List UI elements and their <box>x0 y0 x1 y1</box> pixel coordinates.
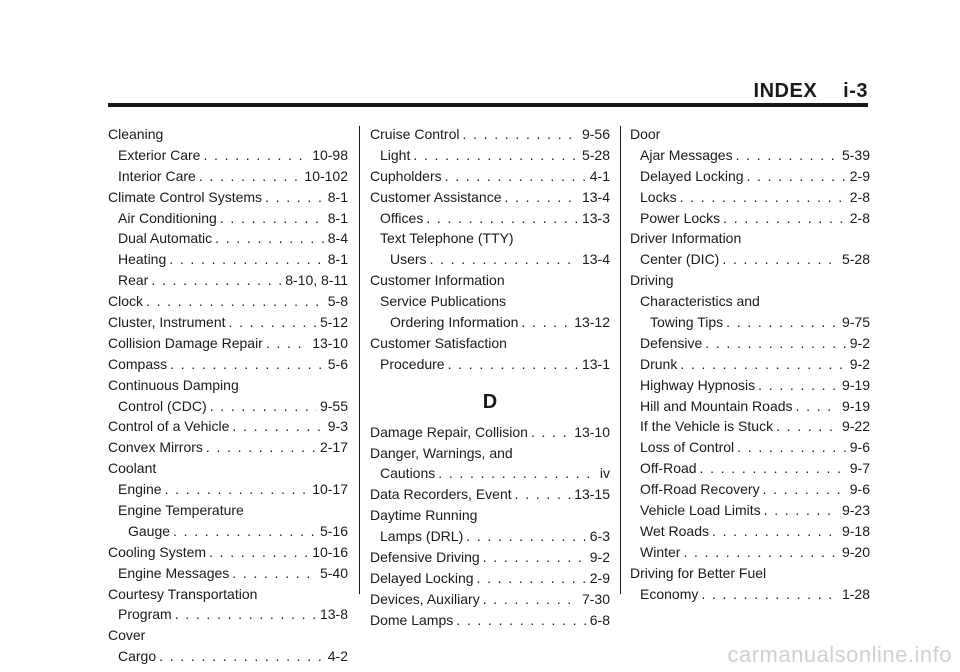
index-entry <box>370 293 610 314</box>
page-reference: 4-1 <box>589 167 610 184</box>
page-reference: 9-6 <box>849 439 870 456</box>
index-term: Text Telephone (TTY) <box>380 230 514 247</box>
index-entry <box>108 147 348 168</box>
index-term: Economy <box>640 585 699 602</box>
index-term: Procedure <box>380 355 445 372</box>
index-term: Coolant <box>108 460 157 477</box>
dot-leader <box>477 570 587 586</box>
index-term: Convex Mirrors <box>108 439 203 456</box>
index-term: Rear <box>118 272 149 289</box>
index-entry <box>370 591 610 612</box>
page-number: i-3 <box>843 80 868 102</box>
index-term: Customer Satisfaction <box>370 334 507 351</box>
dot-leader <box>426 210 579 226</box>
index-entry <box>370 230 610 251</box>
page-reference: 5-16 <box>319 522 348 539</box>
index-entry <box>108 586 348 607</box>
index-term: Engine <box>118 481 162 498</box>
dot-leader <box>430 251 579 267</box>
index-term: Defensive Driving <box>370 549 480 566</box>
dot-leader <box>515 486 572 502</box>
page-reference: 10-98 <box>312 146 348 163</box>
index-entry <box>630 398 870 419</box>
page-reference: 9-55 <box>319 397 348 414</box>
index-term: Ajar Messages <box>640 146 733 163</box>
index-entry <box>630 126 870 147</box>
page-reference: 13-12 <box>574 314 610 331</box>
page-reference: 6-3 <box>589 528 610 545</box>
page-reference: 9-2 <box>849 355 870 372</box>
index-entry <box>108 356 348 377</box>
index-term: Driving for Better Fuel <box>630 564 767 581</box>
index-term: Data Recorders, Event <box>370 486 512 503</box>
page-reference: 2-9 <box>849 167 870 184</box>
dot-leader <box>173 523 317 539</box>
page-reference: 13-1 <box>581 355 610 372</box>
page-reference: 13-4 <box>581 251 610 268</box>
index-term: Cargo <box>118 648 157 665</box>
index-term: Driving <box>630 272 674 289</box>
index-entry <box>370 445 610 466</box>
index-term: If the Vehicle is Stuck <box>640 418 774 435</box>
index-entry <box>108 523 348 544</box>
index-term: Clock <box>108 293 144 310</box>
index-term: Characteristics and <box>640 293 760 310</box>
dot-leader <box>232 418 324 434</box>
page-reference: 2-17 <box>319 439 348 456</box>
index-entry <box>108 126 348 147</box>
index-term: Program <box>118 606 172 623</box>
index-term: Power Locks <box>640 209 721 226</box>
index-term: Offices <box>380 209 424 226</box>
dot-leader <box>723 210 847 226</box>
index-entry <box>630 544 870 565</box>
dot-leader <box>445 168 587 184</box>
page-reference: 5-28 <box>841 251 870 268</box>
dot-leader <box>220 210 325 226</box>
dot-leader <box>483 591 579 607</box>
index-entry <box>108 168 348 189</box>
index-entry <box>630 189 870 210</box>
page-reference: 9-2 <box>849 334 870 351</box>
page-reference: 5-28 <box>581 146 610 163</box>
dot-leader <box>701 586 839 602</box>
index-entry <box>108 210 348 231</box>
index-entry <box>370 528 610 549</box>
page-reference: 9-22 <box>841 418 870 435</box>
column-divider <box>620 126 621 594</box>
column-divider <box>359 126 360 594</box>
index-term: Air Conditioning <box>118 209 217 226</box>
index-term: Engine Messages <box>118 564 230 581</box>
index-term: Compass <box>108 355 168 372</box>
page-reference: 2-9 <box>589 569 610 586</box>
index-entry <box>370 168 610 189</box>
page-reference: 9-7 <box>849 460 870 477</box>
page-reference: 5-6 <box>327 355 348 372</box>
dot-leader <box>169 251 325 267</box>
index-term: Exterior Care <box>118 146 201 163</box>
index-term: Control of a Vehicle <box>108 418 230 435</box>
page-reference: 5-12 <box>319 314 348 331</box>
dot-leader <box>683 544 839 560</box>
dot-leader <box>758 377 839 393</box>
index-term: Cluster, Instrument <box>108 314 226 331</box>
index-term: Drunk <box>640 355 678 372</box>
dot-leader <box>680 189 847 205</box>
dot-leader <box>448 356 579 372</box>
index-entry <box>370 272 610 293</box>
index-entry <box>630 210 870 231</box>
dot-leader <box>726 314 839 330</box>
index-entry <box>630 460 870 481</box>
index-term: Door <box>630 126 661 142</box>
page-reference: 9-20 <box>841 543 870 560</box>
page-reference: 8-1 <box>327 251 348 268</box>
index-term: Wet Roads <box>640 522 709 539</box>
page-reference: 1-28 <box>841 585 870 602</box>
index-entry <box>630 168 870 189</box>
index-entry <box>370 189 610 210</box>
index-entry <box>630 230 870 251</box>
index-entry <box>630 502 870 523</box>
index-term: Devices, Auxiliary <box>370 590 480 607</box>
page-reference: 9-18 <box>841 522 870 539</box>
index-term: Cruise Control <box>370 126 460 142</box>
index-entry <box>630 293 870 314</box>
page-reference: 5-40 <box>319 564 348 581</box>
index-term: Dual Automatic <box>118 230 213 247</box>
dot-leader <box>146 293 325 309</box>
index-entry <box>108 565 348 586</box>
page-reference: 4-2 <box>327 648 348 665</box>
page-reference: 10-102 <box>304 167 348 184</box>
index-entry <box>108 460 348 481</box>
page-reference: 13-8 <box>319 606 348 623</box>
index-entry <box>108 648 348 669</box>
index-term: Cooling System <box>108 543 207 560</box>
index-term: Winter <box>640 543 681 560</box>
page-reference: 13-3 <box>581 209 610 226</box>
index-entry <box>108 502 348 523</box>
index-entry <box>108 189 348 210</box>
index-entry <box>108 335 348 356</box>
index-entry <box>370 210 610 231</box>
dot-leader <box>796 398 839 414</box>
dot-leader <box>215 230 325 246</box>
dot-leader <box>521 314 571 330</box>
index-entry <box>630 418 870 439</box>
dot-leader <box>210 398 317 414</box>
index-entry <box>108 481 348 502</box>
dot-leader <box>764 502 839 518</box>
index-term: Engine Temperature <box>118 502 244 519</box>
index-term: Damage Repair, Collision <box>370 423 528 440</box>
index-term: Light <box>380 146 411 163</box>
dot-leader <box>151 272 282 288</box>
index-term: Towing Tips <box>650 314 724 331</box>
index-term: Collision Damage Repair <box>108 334 263 351</box>
page-reference: 13-15 <box>574 486 610 503</box>
page-header <box>754 80 868 103</box>
index-entry <box>370 465 610 486</box>
page-reference: iv <box>599 465 610 482</box>
index-entry <box>108 251 348 272</box>
page-reference: 2-8 <box>849 188 870 205</box>
index-term: Loss of Control <box>640 439 735 456</box>
index-entry <box>630 356 870 377</box>
index-term: Cleaning <box>108 126 164 142</box>
page-reference: 13-4 <box>581 188 610 205</box>
index-column-3 <box>630 126 870 606</box>
index-entry <box>630 335 870 356</box>
page-reference: 6-8 <box>589 611 610 628</box>
dot-leader <box>209 544 309 560</box>
index-term: Customer Assistance <box>370 188 502 205</box>
dot-leader <box>203 147 309 163</box>
index-term: Courtesy Transportation <box>108 585 258 602</box>
dot-leader <box>531 424 571 440</box>
index-entry <box>108 314 348 335</box>
index-entry <box>108 377 348 398</box>
index-term: Daytime Running <box>370 507 478 524</box>
page-reference: 8-4 <box>327 230 348 247</box>
index-term: Off-Road Recovery <box>640 481 760 498</box>
dot-leader <box>466 528 587 544</box>
page-reference: 9-6 <box>849 481 870 498</box>
index-entry <box>630 314 870 335</box>
index-term: Locks <box>640 188 677 205</box>
watermark: carmanualsonline.info <box>727 642 952 667</box>
index-entry <box>108 439 348 460</box>
header-rule <box>108 103 868 107</box>
index-entry <box>630 147 870 168</box>
index-entry <box>108 627 348 648</box>
index-term: Continuous Damping <box>108 376 239 393</box>
page-reference: 9-2 <box>589 549 610 566</box>
index-entry <box>630 565 870 586</box>
index-term: Delayed Locking <box>370 569 474 586</box>
index-term: Cautions <box>380 465 436 482</box>
index-entry <box>370 251 610 272</box>
dot-leader <box>175 606 317 622</box>
index-term: Off-Road <box>640 460 697 477</box>
index-term: Service Publications <box>380 293 507 310</box>
index-section-letter: D <box>482 390 498 413</box>
page-reference: 13-10 <box>574 423 610 440</box>
index-entry <box>108 272 348 293</box>
dot-leader <box>736 147 839 163</box>
dot-leader <box>232 565 317 581</box>
index-entry <box>370 549 610 570</box>
page-reference: 9-75 <box>841 314 870 331</box>
index-entry <box>630 251 870 272</box>
index-entry <box>370 486 610 507</box>
index-term: Highway Hypnosis <box>640 376 756 393</box>
dot-leader <box>165 481 310 497</box>
index-term: Customer Information <box>370 272 505 289</box>
index-entry <box>108 418 348 439</box>
index-column-1 <box>108 126 348 669</box>
dot-leader <box>159 648 325 664</box>
dot-leader <box>438 465 597 481</box>
index-term: Driver Information <box>630 230 742 247</box>
page-reference: 10-16 <box>312 543 348 560</box>
index-entry <box>108 398 348 419</box>
page-reference: 8-10, 8-11 <box>285 272 348 289</box>
dot-leader <box>722 251 839 267</box>
index-entry <box>108 230 348 251</box>
index-term: Hill and Mountain Roads <box>640 397 793 414</box>
index-entry <box>630 272 870 293</box>
page-reference: 9-19 <box>841 376 870 393</box>
header-title: INDEX <box>753 80 818 102</box>
dot-leader <box>206 439 317 455</box>
dot-leader <box>462 126 578 142</box>
index-entry <box>370 126 610 147</box>
index-entry <box>370 612 610 633</box>
index-entry <box>370 570 610 591</box>
page-reference: 5-8 <box>327 293 348 310</box>
dot-leader <box>705 335 847 351</box>
index-entry <box>630 523 870 544</box>
index-entry <box>630 481 870 502</box>
index-term: Interior Care <box>118 167 196 184</box>
dot-leader <box>199 168 302 184</box>
index-entry <box>108 544 348 565</box>
dot-leader <box>413 147 579 163</box>
dot-leader <box>737 439 847 455</box>
page-reference: 8-1 <box>327 209 348 226</box>
page-reference: 2-8 <box>849 209 870 226</box>
index-term: Vehicle Load Limits <box>640 502 761 519</box>
index-term: Cover <box>108 627 146 644</box>
dot-leader <box>483 549 587 565</box>
index-entry <box>108 293 348 314</box>
page-reference: 9-23 <box>841 502 870 519</box>
dot-leader <box>763 481 847 497</box>
dot-leader <box>712 523 839 539</box>
dot-leader <box>229 314 317 330</box>
index-term: Climate Control Systems <box>108 188 263 205</box>
dot-leader <box>776 418 839 434</box>
dot-leader <box>266 335 309 351</box>
index-term: Gauge <box>128 522 171 539</box>
page-reference: 9-19 <box>841 397 870 414</box>
index-entry <box>370 507 610 528</box>
index-entry <box>370 335 610 356</box>
page-reference: 9-3 <box>327 418 348 435</box>
page-reference: 8-1 <box>327 188 348 205</box>
index-term: Delayed Locking <box>640 167 744 184</box>
index-term: Control (CDC) <box>118 397 207 414</box>
dot-leader <box>680 356 846 372</box>
page-reference: 5-39 <box>841 146 870 163</box>
dot-leader <box>747 168 847 184</box>
dot-leader <box>170 356 325 372</box>
index-term: Cupholders <box>370 167 442 184</box>
index-term: Dome Lamps <box>370 611 454 628</box>
page-reference: 9-56 <box>581 126 610 142</box>
page-reference: 13-10 <box>312 334 348 351</box>
dot-leader <box>456 612 587 628</box>
index-entry <box>370 147 610 168</box>
index-term: Users <box>390 251 427 268</box>
dot-leader <box>505 189 579 205</box>
index-entry <box>370 424 610 445</box>
index-term: Heating <box>118 251 167 268</box>
dot-leader <box>265 189 325 205</box>
index-term: Center (DIC) <box>640 251 720 268</box>
index-entry <box>630 586 870 607</box>
dot-leader <box>700 460 847 476</box>
page-reference: 10-17 <box>312 481 348 498</box>
index-term: Ordering Information <box>390 314 519 331</box>
index-entry <box>370 314 610 335</box>
index-term: Lamps (DRL) <box>380 528 464 545</box>
index-entry <box>108 606 348 627</box>
index-entry <box>630 439 870 460</box>
index-term: Danger, Warnings, and <box>370 444 513 461</box>
index-entry <box>630 377 870 398</box>
index-entry <box>370 356 610 377</box>
page-reference: 7-30 <box>581 590 610 607</box>
index-term: Defensive <box>640 334 703 351</box>
index-column-2 <box>370 126 610 633</box>
